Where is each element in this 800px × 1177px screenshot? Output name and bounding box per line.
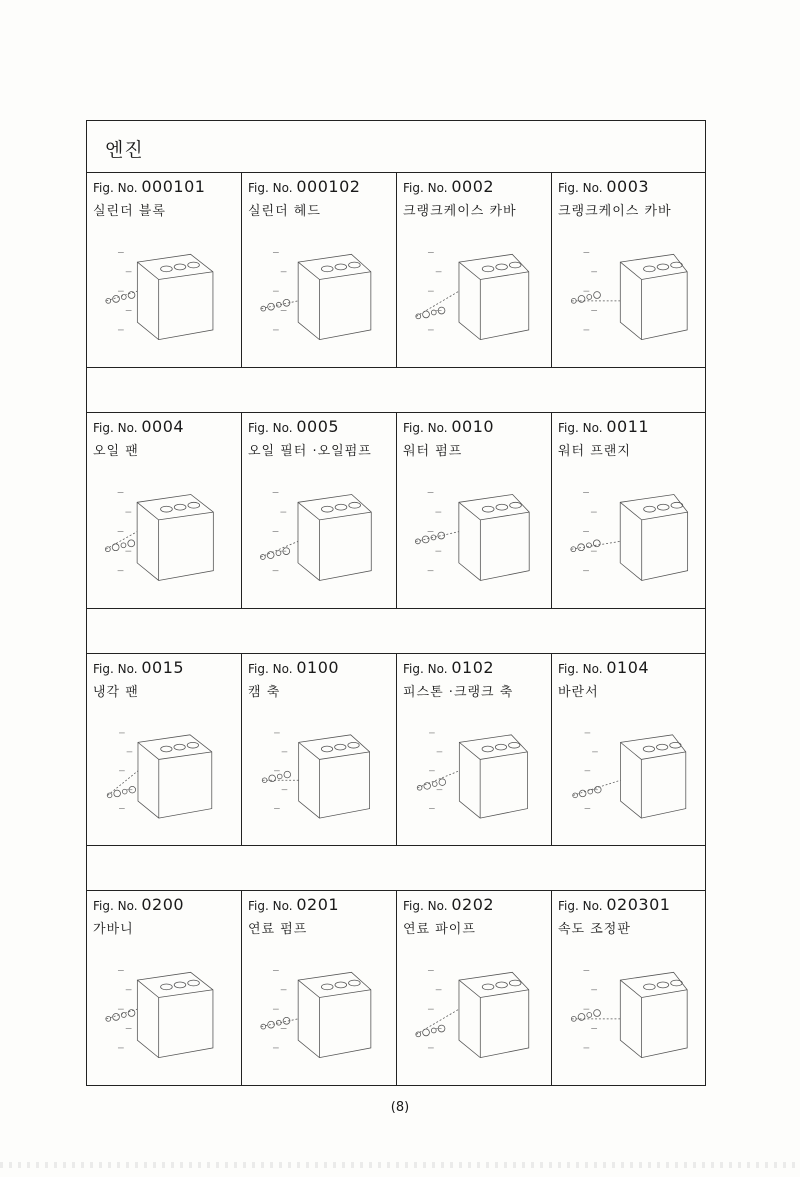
- figure-title: 피스톤 ·크랭크 축: [403, 685, 514, 700]
- fig-label: Fig. No.: [558, 899, 603, 913]
- fig-label: Fig. No.: [558, 662, 603, 676]
- exploded-diagram-image: [252, 233, 386, 359]
- diagram-sketch: [252, 233, 386, 359]
- figure-cell[interactable]: [242, 654, 397, 845]
- fig-number: 0005: [296, 417, 340, 436]
- figure-title: 속도 조정판: [558, 922, 631, 937]
- figure-title: 가바니: [93, 922, 134, 937]
- fig-number: 0102: [451, 658, 495, 677]
- figure-title: 워터 펌프: [403, 444, 463, 459]
- row-spacer: [87, 368, 705, 413]
- fig-number: 0200: [141, 895, 185, 914]
- figure-cell[interactable]: [242, 413, 397, 608]
- fig-label: Fig. No.: [403, 662, 448, 676]
- figure-cell[interactable]: [87, 654, 242, 845]
- diagram-sketch: [562, 714, 697, 837]
- figure-row-1: [87, 173, 705, 368]
- figure-title: 실린더 블록: [93, 204, 166, 219]
- fig-label: Fig. No.: [93, 421, 138, 435]
- fig-number: 020301: [606, 895, 671, 914]
- exploded-diagram-image: [252, 951, 386, 1077]
- page-number: (8): [390, 1100, 410, 1115]
- exploded-diagram-image: [562, 233, 697, 359]
- fig-number: 0100: [296, 658, 340, 677]
- fig-label: Fig. No.: [93, 899, 138, 913]
- figure-title: 오일 필터 ·오일펌프: [248, 444, 372, 459]
- fig-label: Fig. No.: [248, 662, 293, 676]
- fig-label: Fig. No.: [403, 421, 448, 435]
- figure-cell[interactable]: [87, 413, 242, 608]
- exploded-diagram-image: [562, 714, 697, 837]
- figure-title: 캠 축: [248, 685, 281, 700]
- figure-title: 연료 펌프: [248, 922, 308, 937]
- figure-title: 크랭크케이스 카바: [403, 204, 517, 219]
- scan-artifact: [0, 1162, 800, 1168]
- fig-number: 0004: [141, 417, 185, 436]
- figure-cell[interactable]: [552, 654, 707, 845]
- section-title: 엔진: [87, 121, 705, 173]
- figure-cell[interactable]: [397, 891, 552, 1085]
- row-spacer: [87, 609, 705, 654]
- figure-row-3: [87, 654, 705, 846]
- parts-index-frame: [86, 120, 706, 1086]
- exploded-diagram-image: [407, 951, 541, 1077]
- exploded-diagram-image: [252, 473, 386, 600]
- figure-row-4: [87, 891, 705, 1085]
- exploded-diagram-image: [407, 473, 541, 600]
- figure-cell[interactable]: [552, 413, 707, 608]
- figure-title: 워터 프랜지: [558, 444, 631, 459]
- diagram-sketch: [97, 473, 231, 600]
- figure-title: 냉각 팬: [93, 685, 139, 700]
- fig-number: 0011: [606, 417, 650, 436]
- fig-number: 0104: [606, 658, 650, 677]
- diagram-sketch: [97, 233, 231, 359]
- fig-number: 0002: [451, 177, 495, 196]
- exploded-diagram-image: [97, 714, 231, 837]
- fig-label: Fig. No.: [93, 181, 138, 195]
- figure-title: 연료 파이프: [403, 922, 476, 937]
- fig-number: 0202: [451, 895, 495, 914]
- figure-cell[interactable]: [552, 891, 707, 1085]
- diagram-sketch: [407, 951, 541, 1077]
- exploded-diagram-image: [97, 473, 231, 600]
- row-spacer: [87, 846, 705, 891]
- diagram-sketch: [562, 951, 697, 1077]
- exploded-diagram-image: [562, 473, 697, 600]
- figure-title: 크랭크케이스 카바: [558, 204, 672, 219]
- figure-title: 바란서: [558, 685, 599, 700]
- figure-cell[interactable]: [552, 173, 707, 367]
- fig-label: Fig. No.: [403, 899, 448, 913]
- exploded-diagram-image: [562, 951, 697, 1077]
- fig-label: Fig. No.: [248, 899, 293, 913]
- diagram-sketch: [562, 473, 697, 600]
- figure-cell[interactable]: [242, 891, 397, 1085]
- exploded-diagram-image: [407, 233, 541, 359]
- fig-number: 000102: [296, 177, 361, 196]
- diagram-sketch: [407, 473, 541, 600]
- exploded-diagram-image: [252, 714, 386, 837]
- diagram-sketch: [562, 233, 697, 359]
- fig-label: Fig. No.: [558, 181, 603, 195]
- fig-number: 0003: [606, 177, 650, 196]
- exploded-diagram-image: [407, 714, 541, 837]
- exploded-diagram-image: [97, 233, 231, 359]
- diagram-sketch: [252, 473, 386, 600]
- figure-cell[interactable]: [87, 891, 242, 1085]
- fig-label: Fig. No.: [558, 421, 603, 435]
- diagram-sketch: [407, 714, 541, 837]
- fig-number: 0201: [296, 895, 340, 914]
- figure-cell[interactable]: [397, 173, 552, 367]
- figure-cell[interactable]: [397, 654, 552, 845]
- fig-number: 000101: [141, 177, 206, 196]
- figure-cell[interactable]: [242, 173, 397, 367]
- diagram-sketch: [97, 714, 231, 837]
- fig-label: Fig. No.: [248, 181, 293, 195]
- exploded-diagram-image: [97, 951, 231, 1077]
- figure-title: 실린더 헤드: [248, 204, 321, 219]
- figure-title: 오일 팬: [93, 444, 139, 459]
- fig-number: 0015: [141, 658, 185, 677]
- diagram-sketch: [252, 951, 386, 1077]
- diagram-sketch: [252, 714, 386, 837]
- fig-label: Fig. No.: [93, 662, 138, 676]
- fig-number: 0010: [451, 417, 495, 436]
- diagram-sketch: [407, 233, 541, 359]
- figure-row-2: [87, 413, 705, 609]
- figure-cell[interactable]: [397, 413, 552, 608]
- fig-label: Fig. No.: [248, 421, 293, 435]
- diagram-sketch: [97, 951, 231, 1077]
- fig-label: Fig. No.: [403, 181, 448, 195]
- figure-cell[interactable]: [87, 173, 242, 367]
